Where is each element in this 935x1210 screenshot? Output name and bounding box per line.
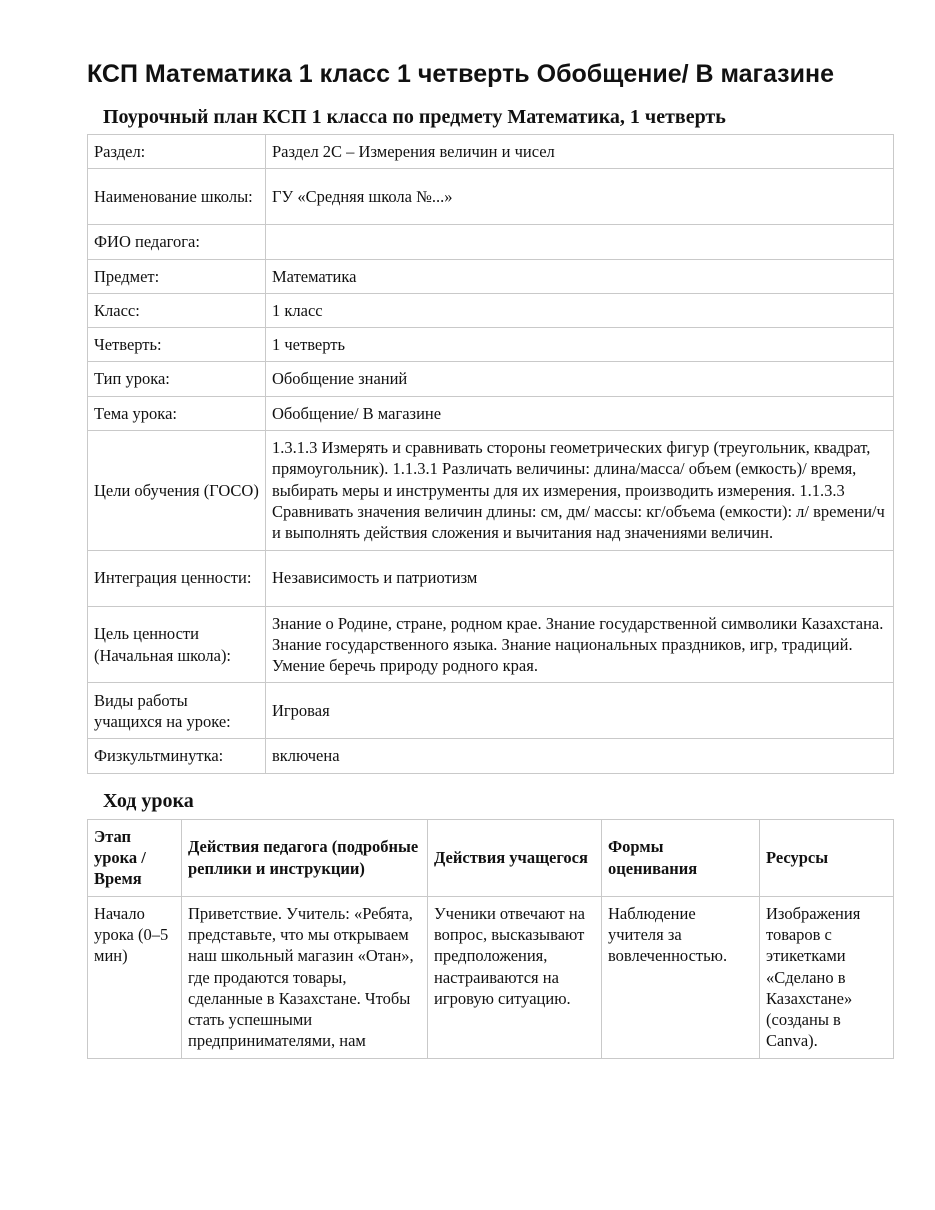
column-header-resources: Ресурсы	[760, 819, 894, 896]
row-label: Цели обучения (ГОСО)	[88, 431, 266, 550]
row-value: Раздел 2С – Измерения величин и чисел	[266, 135, 894, 169]
table-row	[88, 739, 894, 773]
student-actions-cell: Ученики отвечают на вопрос, высказывают предположения, настраиваются на игровую ситуацию.	[428, 896, 602, 1058]
row-label: Виды работы учащихся на уроке:	[88, 683, 266, 739]
table-header-row	[88, 819, 894, 896]
row-label: Наименование школы:	[88, 169, 266, 225]
row-value	[266, 225, 894, 259]
row-value: Игровая	[266, 683, 894, 739]
row-value: Обобщение знаний	[266, 362, 894, 396]
table-row	[88, 328, 894, 362]
table-row	[88, 362, 894, 396]
lesson-info-table	[87, 134, 894, 774]
row-label: Предмет:	[88, 259, 266, 293]
row-label: Интеграция ценности:	[88, 550, 266, 606]
lesson-heading: Ход урока	[103, 789, 194, 812]
table-row	[88, 259, 894, 293]
assessment-cell: Наблюдение учителя за вовлеченностью.	[602, 896, 760, 1058]
column-header-assessment: Формы оценивания	[602, 819, 760, 896]
row-value: 1 четверть	[266, 328, 894, 362]
plan-heading: Поурочный план КСП 1 класса по предмету Математика, 1 четверть	[103, 106, 726, 128]
table-row	[88, 683, 894, 739]
row-value: 1 класс	[266, 293, 894, 327]
teacher-actions-cell: Приветствие. Учитель: «Ребята, представьте, что мы открываем наш школьный магазин «Отан», где продаются товары, сделанные в Казахстане. Чтобы стать успешными предпринимателями, нам	[182, 896, 428, 1058]
document-title: КСП Математика 1 класс 1 четверть Обобщение/ В магазине	[87, 60, 834, 88]
row-value: Обобщение/ В магазине	[266, 396, 894, 430]
stage-cell: Начало урока (0–5 мин)	[88, 896, 182, 1058]
table-row	[88, 169, 894, 225]
row-value: Знание о Родине, стране, родном крае. Знание государственной символики Казахстана. Знание государственного языка. Знание национальных праздников, игр, традиций. Умение беречь природу родного края.	[266, 606, 894, 683]
column-header-student-actions: Действия учащегося	[428, 819, 602, 896]
row-value: 1.3.1.3 Измерять и сравнивать стороны геометрических фигур (треугольник, квадрат, прямоугольник). 1.1.3.1 Различать величины: длина/масса/ объем (емкость)/ время, выбирать меры и инструменты для их измерения, производить измерения. 1.1.3.3 Сравнивать значения величин длины: см, дм/ массы: кг/объема (емкости): л/ времени/ч и выполнять действия сложения и вычитания над значениями величин.	[266, 431, 894, 550]
row-value: Независимость и патриотизм	[266, 550, 894, 606]
row-label: Класс:	[88, 293, 266, 327]
row-label: Цель ценности (Начальная школа):	[88, 606, 266, 683]
table-row	[88, 396, 894, 430]
document-page	[87, 58, 893, 1059]
row-label: Физкультминутка:	[88, 739, 266, 773]
column-header-stage: Этап урока / Время	[88, 819, 182, 896]
table-row	[88, 550, 894, 606]
row-label: ФИО педагога:	[88, 225, 266, 259]
row-label: Тип урока:	[88, 362, 266, 396]
row-label: Раздел:	[88, 135, 266, 169]
table-row	[88, 896, 894, 1058]
column-header-teacher-actions: Действия педагога (подробные реплики и инструкции)	[182, 819, 428, 896]
table-row	[88, 293, 894, 327]
row-value: ГУ «Средняя школа №...»	[266, 169, 894, 225]
table-row	[88, 606, 894, 683]
resources-cell: Изображения товаров с этикетками «Сделано в Казахстане» (созданы в Canva).	[760, 896, 894, 1058]
row-value: Математика	[266, 259, 894, 293]
table-row	[88, 431, 894, 550]
row-label: Четверть:	[88, 328, 266, 362]
table-row	[88, 135, 894, 169]
row-label: Тема урока:	[88, 396, 266, 430]
lesson-flow-table	[87, 819, 894, 1059]
table-row	[88, 225, 894, 259]
row-value: включена	[266, 739, 894, 773]
